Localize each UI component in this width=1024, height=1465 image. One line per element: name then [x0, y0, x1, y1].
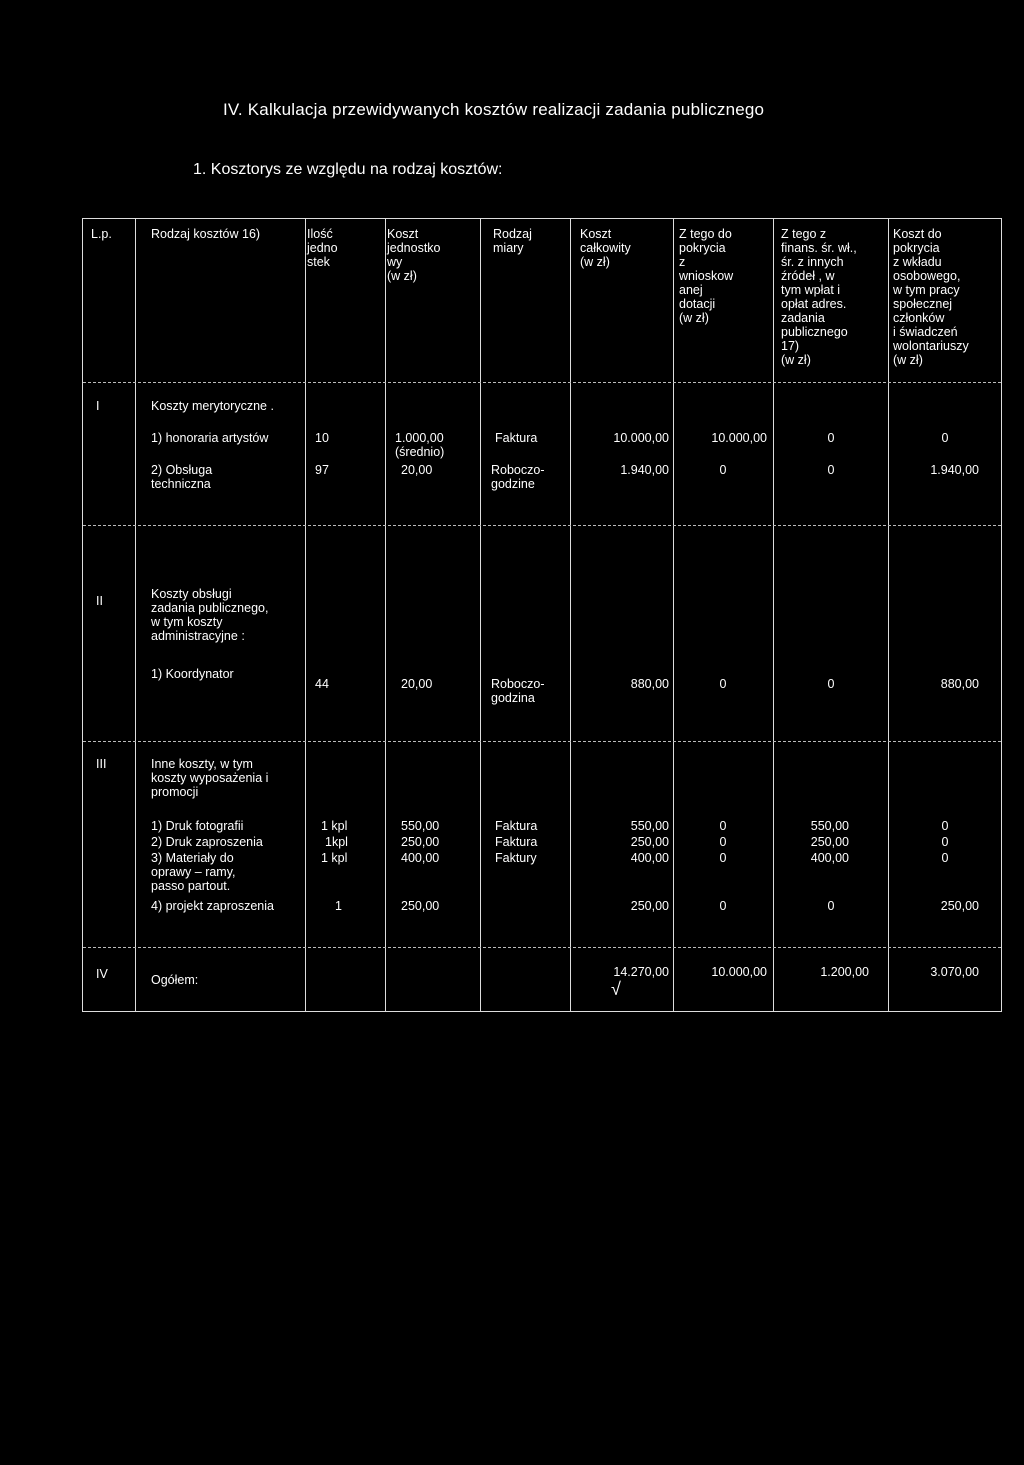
column-divider	[773, 219, 774, 1011]
row-divider	[83, 947, 1001, 948]
row-iii2-unit-cost: 250,00	[401, 835, 440, 849]
header-cost-type: Rodzaj kosztów 16)	[151, 227, 261, 241]
subsection-title: 1. Kosztorys ze względu na rodzaj kosztów:	[193, 161, 503, 178]
row-iii3-unit-cost: 400,00	[401, 851, 440, 865]
header-measure: Rodzaj miary	[493, 227, 532, 255]
grand-total-grant: 10.000,00	[711, 965, 767, 979]
row-iii3-grant: 0	[719, 851, 727, 865]
row-i1-name: 1) honoraria artystów	[151, 431, 269, 445]
row-iii1-own: 550,00	[810, 819, 849, 833]
header-quantity: Ilość jedno stek	[307, 227, 338, 269]
row-ii1-volunteer: 880,00	[940, 677, 979, 691]
header-volunteer: Koszt do pokrycia z wkładu osobowego, w tym pracy społecznej członków i świadczeń wolontariuszy (w zł)	[893, 227, 969, 367]
row-i2-own: 0	[827, 463, 835, 477]
section-i-title: Koszty merytoryczne .	[151, 399, 274, 413]
header-total-cost: Koszt całkowity (w zł)	[580, 227, 631, 269]
section-iii-lp: III	[96, 757, 107, 771]
row-iii4-own: 0	[827, 899, 835, 913]
row-iii3-total: 400,00	[630, 851, 669, 865]
handwritten-check-mark: √	[611, 979, 621, 999]
row-iii4-qty: 1	[335, 899, 342, 913]
row-iii3-qty: 1 kpl	[321, 851, 348, 865]
row-iii3-volunteer: 0	[941, 851, 949, 865]
row-iii1-grant: 0	[719, 819, 727, 833]
row-ii1-name: 1) Koordynator	[151, 667, 234, 681]
row-i1-total: 10.000,00	[613, 431, 669, 445]
row-iii2-total: 250,00	[630, 835, 669, 849]
column-divider	[673, 219, 674, 1011]
row-i1-unit-cost: 1.000,00 (średnio)	[395, 431, 445, 459]
row-iii1-unit-cost: 550,00	[401, 819, 440, 833]
row-divider	[83, 741, 1001, 742]
grand-total-label: Ogółem:	[151, 973, 199, 987]
column-divider	[888, 219, 889, 1011]
row-i2-unit-cost: 20,00	[401, 463, 433, 477]
row-iii1-total: 550,00	[630, 819, 669, 833]
row-iii3-own: 400,00	[810, 851, 849, 865]
row-i2-qty: 97	[315, 463, 329, 477]
row-iii4-total: 250,00	[630, 899, 669, 913]
grand-total-volunteer: 3.070,00	[930, 965, 979, 979]
row-i2-measure: Roboczo- godzine	[491, 463, 545, 491]
row-iii2-name: 2) Druk zaproszenia	[151, 835, 263, 849]
row-iii2-measure: Faktura	[495, 835, 538, 849]
section-ii-lp: II	[96, 594, 103, 608]
row-iii4-unit-cost: 250,00	[401, 899, 440, 913]
section-iii-title: Inne koszty, w tym koszty wyposażenia i promocji	[151, 757, 269, 799]
row-i2-name: 2) Obsługa techniczna	[151, 463, 213, 491]
row-iii4-grant: 0	[719, 899, 727, 913]
header-lp: L.p.	[91, 227, 112, 241]
row-iii2-qty: 1kpl	[325, 835, 348, 849]
row-i2-grant: 0	[719, 463, 727, 477]
row-iii4-volunteer: 250,00	[940, 899, 979, 913]
row-ii1-total: 880,00	[630, 677, 669, 691]
row-i2-volunteer: 1.940,00	[930, 463, 979, 477]
row-ii1-qty: 44	[315, 677, 329, 691]
column-divider	[570, 219, 571, 1011]
row-i2-total: 1.940,00	[620, 463, 669, 477]
row-iii4-name: 4) projekt zaproszenia	[151, 899, 274, 913]
cost-estimate-table	[82, 218, 1002, 1012]
section-ii-title: Koszty obsługi zadania publicznego, w tym koszty administracyjne :	[151, 587, 269, 643]
column-divider	[385, 219, 386, 1011]
row-ii1-own: 0	[827, 677, 835, 691]
header-unit-cost: Koszt jednostko wy (w zł)	[387, 227, 441, 283]
row-i1-qty: 10	[315, 431, 329, 445]
row-i1-grant: 10.000,00	[711, 431, 767, 445]
row-iii1-volunteer: 0	[941, 819, 949, 833]
row-iii3-measure: Faktury	[495, 851, 537, 865]
row-ii1-grant: 0	[719, 677, 727, 691]
row-iii2-own: 250,00	[810, 835, 849, 849]
row-iii1-measure: Faktura	[495, 819, 538, 833]
row-iii3-name: 3) Materiały do oprawy – ramy, passo partout.	[151, 851, 236, 893]
header-own-funds: Z tego z finans. śr. wł., śr. z innych źródeł , w tym wpłat i opłat adres. zadania publicznego 17) (w zł)	[781, 227, 857, 367]
column-divider	[480, 219, 481, 1011]
row-i1-own: 0	[827, 431, 835, 445]
row-iii2-grant: 0	[719, 835, 727, 849]
header-grant: Z tego do pokrycia z wnioskow anej dotacji (w zł)	[679, 227, 734, 325]
row-iii1-qty: 1 kpl	[321, 819, 348, 833]
column-divider	[135, 219, 136, 1011]
row-divider	[83, 525, 1001, 526]
row-ii1-measure: Roboczo- godzina	[491, 677, 545, 705]
row-divider	[83, 382, 1001, 383]
section-title: IV. Kalkulacja przewidywanych kosztów realizacji zadania publicznego	[223, 100, 765, 119]
section-iv-lp: IV	[96, 967, 108, 981]
section-i-lp: I	[96, 399, 100, 413]
row-i1-measure: Faktura	[495, 431, 538, 445]
row-ii1-unit-cost: 20,00	[401, 677, 433, 691]
grand-total-own: 1.200,00	[820, 965, 869, 979]
row-iii2-volunteer: 0	[941, 835, 949, 849]
row-iii1-name: 1) Druk fotografii	[151, 819, 244, 833]
row-i1-volunteer: 0	[941, 431, 949, 445]
grand-total-cost: 14.270,00	[613, 965, 669, 979]
